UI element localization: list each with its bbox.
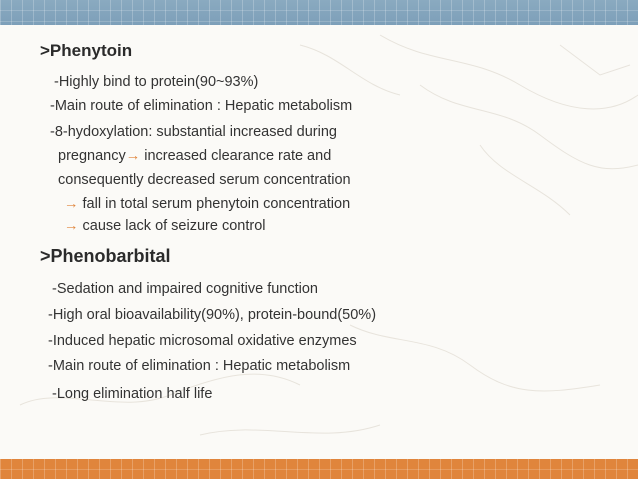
phenytoin-line-protein-binding: -Highly bind to protein(90~93%) [54, 74, 259, 90]
phenytoin-clearance-text: increased clearance rate and [140, 148, 332, 164]
phenytoin-line-fall [64, 196, 350, 213]
right-arrow-icon: → [64, 196, 79, 212]
phenytoin-line-elimination: -Main route of elimination : Hepatic metabolism [50, 98, 353, 114]
phenobarbital-line-bioavailability: -High oral bioavailability(90%), protein-bound(50%) [48, 307, 377, 323]
bottom-bar-grid-pattern [0, 459, 638, 479]
phenytoin-line-pregnancy [58, 148, 331, 165]
right-arrow-icon: → [125, 148, 141, 164]
right-arrow-icon: → [64, 218, 79, 234]
top-bar-grid-pattern [0, 0, 638, 25]
phenytoin-heading: >Phenytoin [40, 41, 133, 60]
phenobarbital-heading: >Phenobarbital [40, 246, 171, 266]
phenytoin-line-concentration: consequently decreased serum concentration [58, 172, 351, 188]
phenytoin-line-hydroxylation: -8-hydoxylation: substantial increased during [50, 124, 337, 140]
phenytoin-seizure-text: cause lack of seizure control [78, 218, 266, 234]
phenobarbital-line-sedation: -Sedation and impaired cognitive function [52, 281, 318, 297]
phenytoin-line-seizure [64, 218, 265, 235]
phenobarbital-line-elimination: -Main route of elimination : Hepatic metabolism [48, 358, 351, 374]
phenytoin-pregnancy-text: pregnancy [58, 148, 126, 164]
phenytoin-fall-text: fall in total serum phenytoin concentration [78, 196, 351, 212]
phenobarbital-line-half-life: -Long elimination half life [52, 386, 213, 402]
phenobarbital-line-enzymes: -Induced hepatic microsomal oxidative enzymes [48, 333, 357, 349]
